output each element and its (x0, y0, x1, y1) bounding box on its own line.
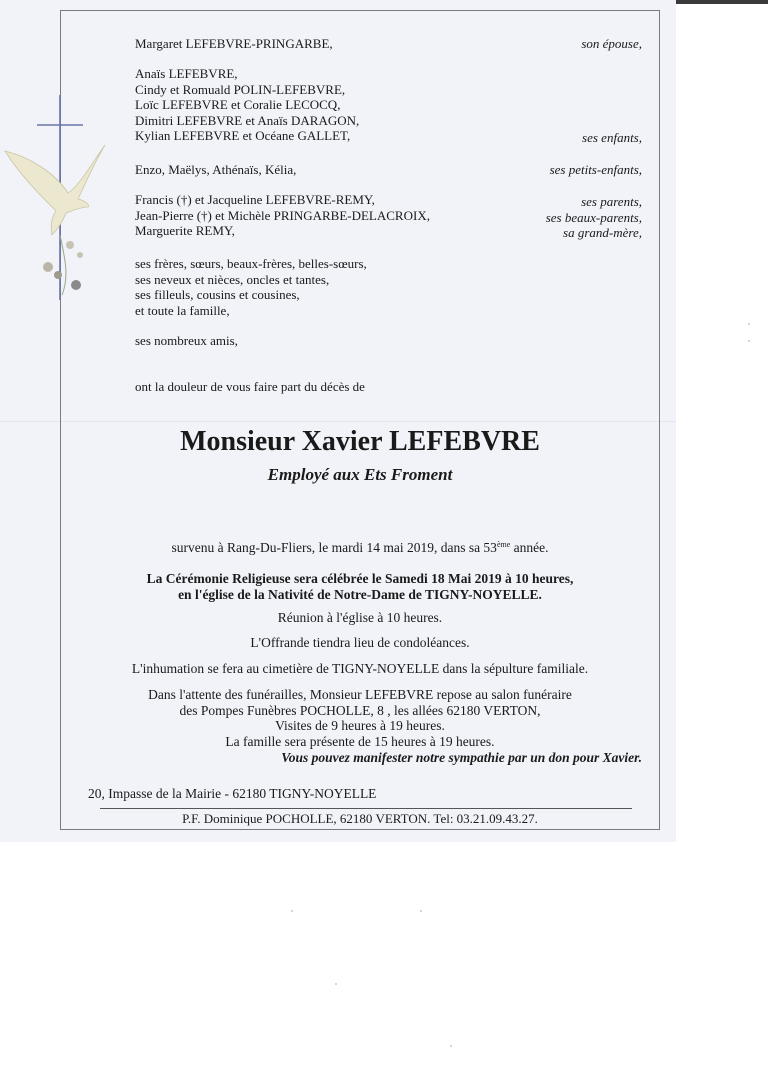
elder-relation: sa grand-mère, (563, 225, 642, 240)
offering-line: L'Offrande tiendra lieu de condoléances. (250, 635, 470, 650)
cross-dove-icon (0, 95, 130, 300)
burial-line: L'inhumation se fera au cimetière de TIGNY-NOYELLE dans la sépulture familiale. (131, 661, 589, 676)
family-address: 20, Impasse de la Mairie - 62180 TIGNY-NOYELLE (88, 786, 377, 801)
scan-speck (450, 1045, 452, 1047)
death-text-end: année. (510, 540, 549, 555)
spouse-name: Margaret LEFEBVRE-PRINGARBE, (135, 36, 333, 51)
family-present-line: La famille sera présente de 15 heures à 19 heures. (225, 734, 495, 749)
children-relation: ses enfants, (582, 130, 642, 145)
death-details (60, 540, 660, 556)
child-name: Dimitri LEFEBVRE et Anaïs DARAGON, (135, 112, 360, 128)
extended-family-line: et toute la famille, (135, 302, 230, 318)
scan-speck (420, 910, 422, 912)
ordinal-suffix: ème (496, 540, 511, 549)
meeting-line: Réunion à l'église à 10 heures. (277, 610, 443, 625)
extended-family-line: ses frères, sœurs, beaux-frères, belles-sœurs, (135, 256, 367, 271)
scan-speck (335, 983, 337, 985)
deceased-occupation: Employé aux Ets Froment (267, 465, 453, 484)
child-name: Cindy et Romuald POLIN-LEFEBVRE, (135, 81, 346, 97)
extended-family-line: ses neveux et nièces, oncles et tantes, (135, 271, 330, 287)
friends-line: ses nombreux amis, (135, 333, 238, 348)
scan-edge (676, 0, 768, 4)
scan-speck (748, 323, 750, 325)
footer-divider (100, 808, 632, 809)
elder-name: Francis (†) et Jacqueline LEFEBVRE-REMY, (135, 192, 375, 207)
visits-line: Visites de 9 heures à 19 heures. (275, 718, 445, 733)
elder-name: Marguerite REMY, (135, 223, 235, 238)
extended-family-line: ses filleuls, cousins et cousines, (135, 287, 300, 302)
scan-speck (748, 340, 750, 342)
donation-line: Vous pouvez manifester notre sympathie par un don pour Xavier. (281, 750, 642, 765)
grandchildren-relation: ses petits-enfants, (549, 162, 642, 177)
child-name: Anaïs LEFEBVRE, (135, 66, 238, 81)
wake-line-2: des Pompes Funèbres POCHOLLE, 8 , les allées 62180 VERTON, (179, 703, 541, 718)
funeral-home-info: P.F. Dominique POCHOLLE, 62180 VERTON. Tel: 03.21.09.43.27. (182, 811, 538, 826)
elder-relation: ses beaux-parents, (545, 209, 642, 225)
scan-speck (291, 910, 293, 912)
announcement-line: ont la douleur de vous faire part du décès de (135, 379, 365, 394)
grandchildren-names: Enzo, Maëlys, Athénaïs, Kélia, (135, 162, 297, 177)
deceased-name: Monsieur Xavier LEFEBVRE (180, 426, 540, 457)
child-name: Loïc LEFEBVRE et Coralie LECOCQ, (135, 97, 341, 112)
elder-relation: ses parents, (581, 194, 642, 209)
spouse-relation: son épouse, (581, 36, 642, 51)
death-text: survenu à Rang-Du-Fliers, le mardi 14 mai 2019, dans sa 53 (171, 540, 497, 555)
ceremony-line-1: La Cérémonie Religieuse sera célébrée le Samedi 18 Mai 2019 à 10 heures, (146, 571, 574, 586)
child-name: Kylian LEFEBVRE et Océane GALLET, (135, 128, 351, 143)
elder-name: Jean-Pierre (†) et Michèle PRINGARBE-DELACROIX, (135, 207, 430, 223)
ceremony-line-2: en l'église de la Nativité de Notre-Dame de TIGNY-NOYELLE. (178, 587, 542, 602)
wake-line-1: Dans l'attente des funérailles, Monsieur LEFEBVRE repose au salon funéraire (148, 687, 572, 702)
